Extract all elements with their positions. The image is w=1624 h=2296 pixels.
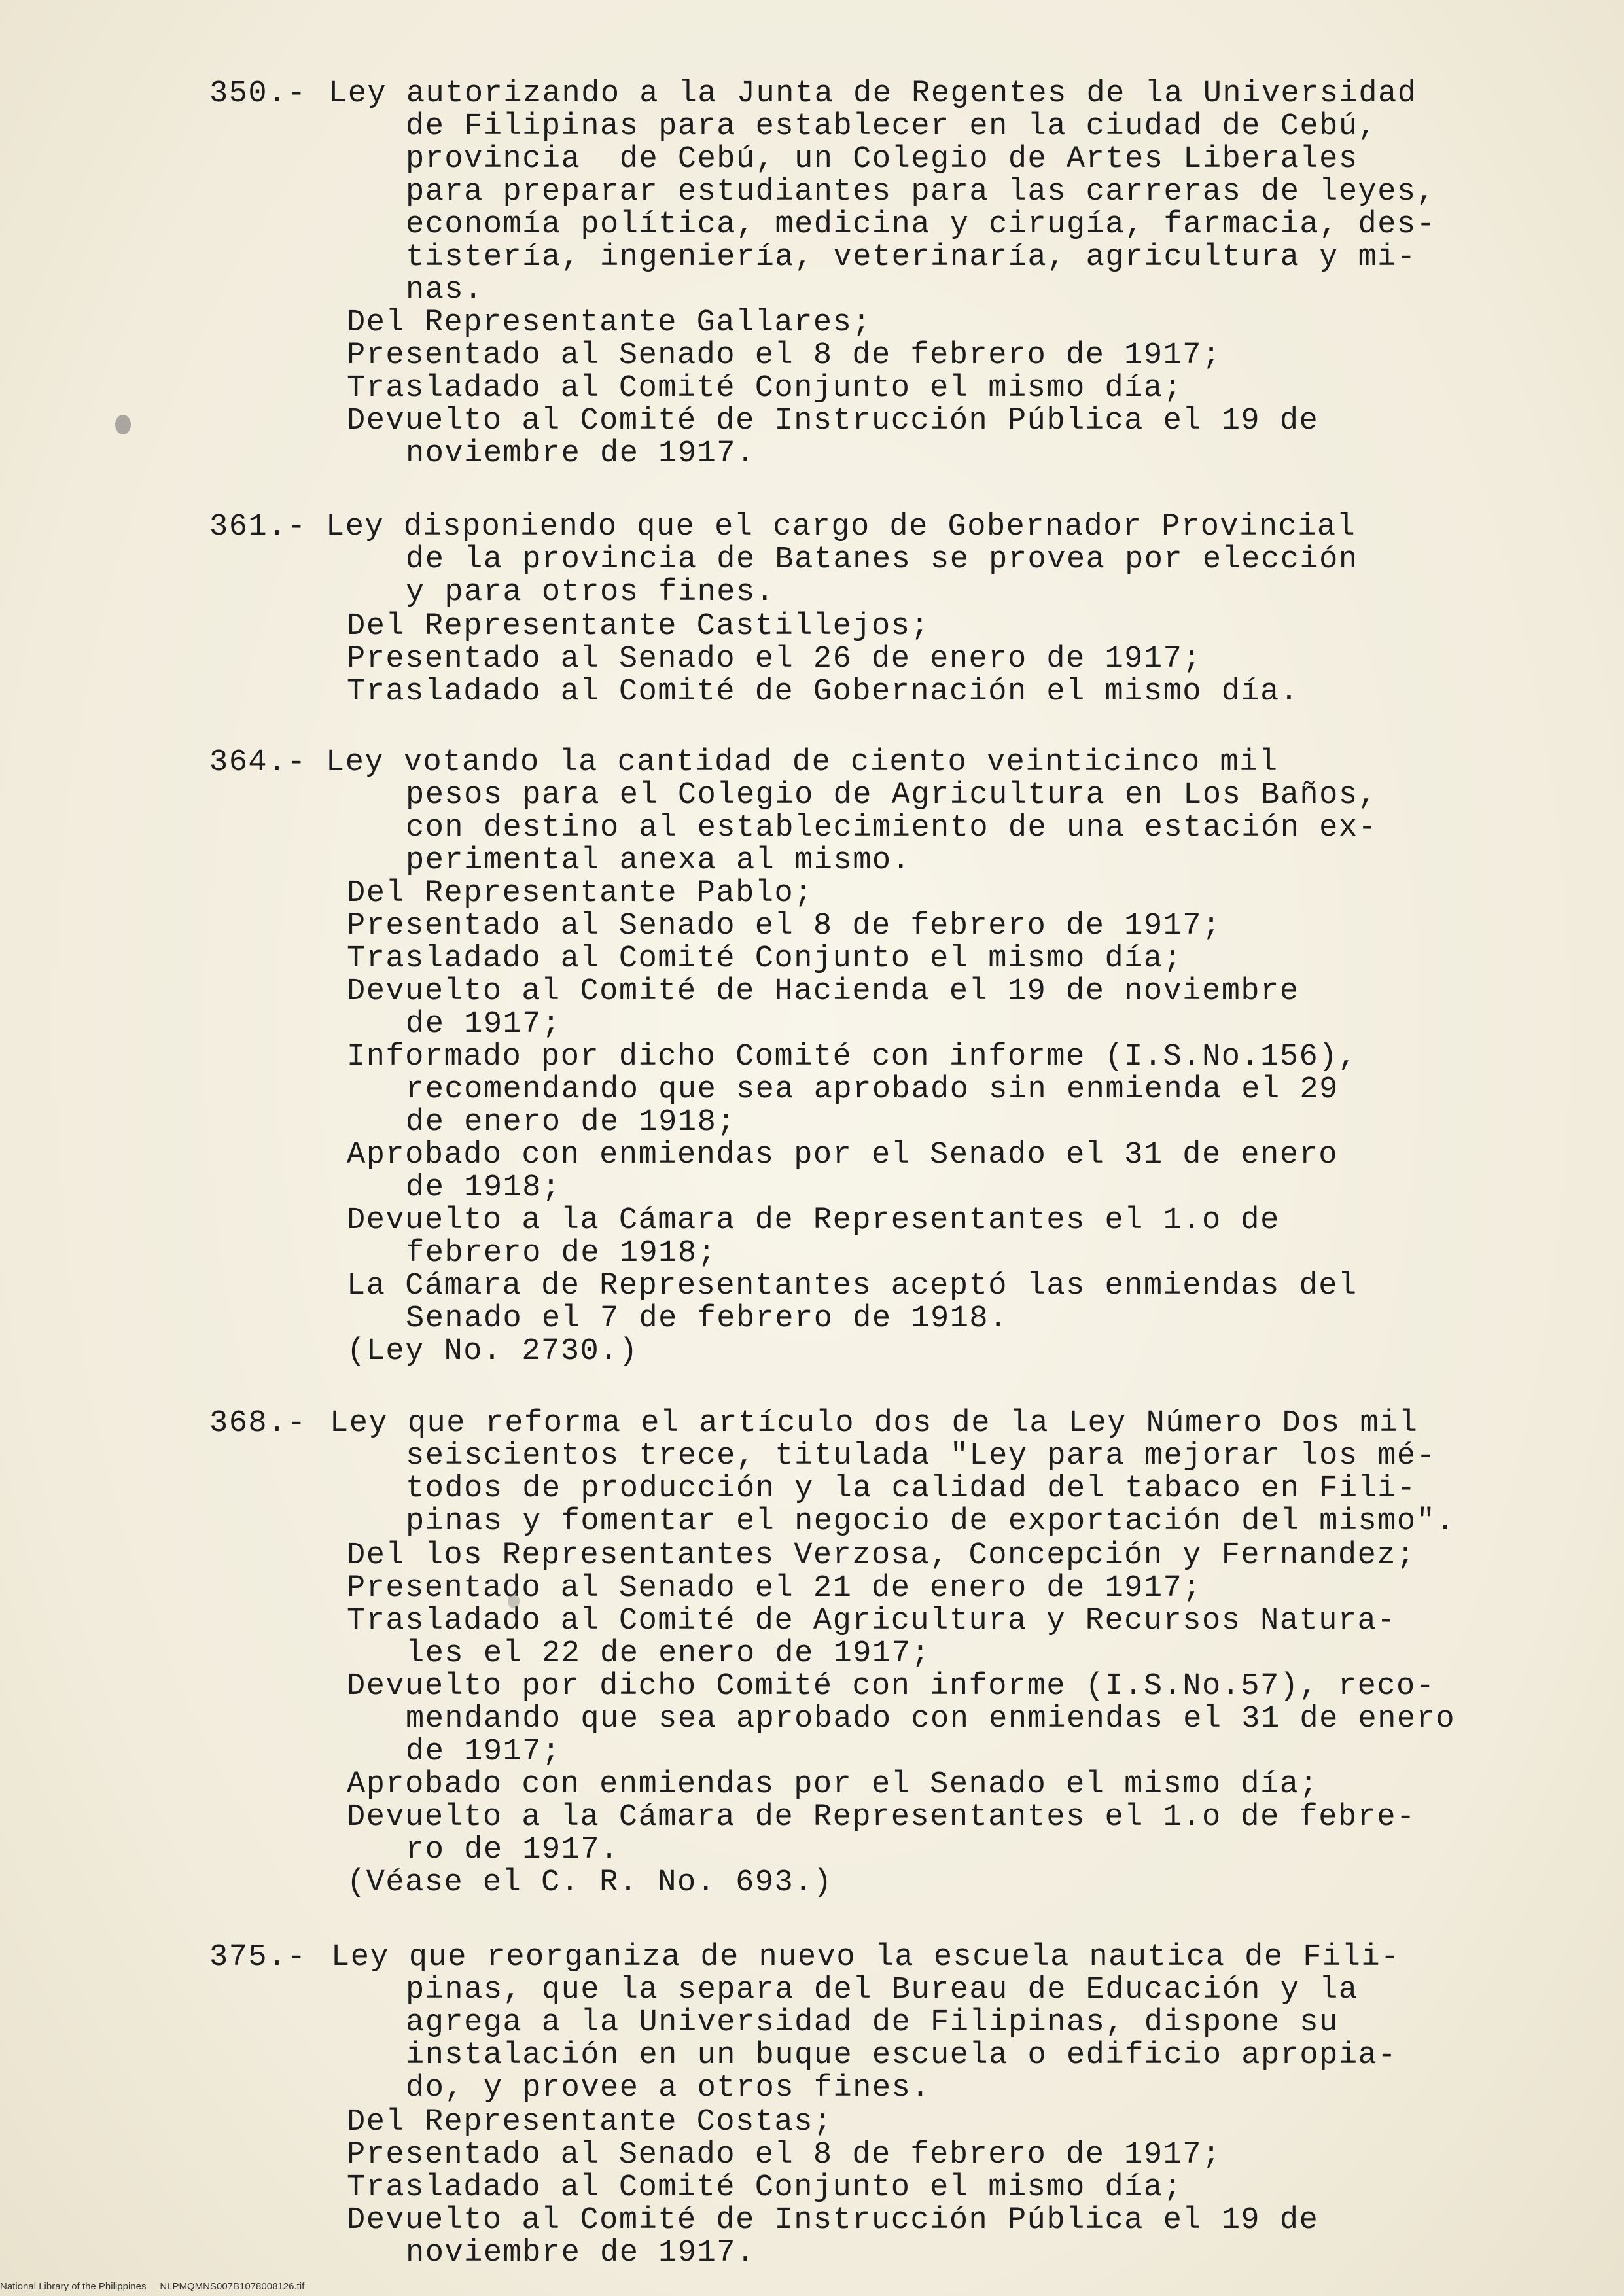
entry-title-line: do, y provee a otros fines. <box>406 2071 931 2106</box>
record-line: (Véase el C. R. No. 693.) <box>347 1865 833 1900</box>
record-line: Del Representante Castillejos; <box>347 609 930 644</box>
entry-title-line: instalación en un buque escuela o edificio apropia- <box>406 2038 1397 2073</box>
record-line: Senado el 7 de febrero de 1918. <box>406 1301 1008 1336</box>
entry-number: 361.- <box>209 510 307 544</box>
record-line: les el 22 de enero de 1917; <box>406 1636 931 1671</box>
record-line: febrero de 1918; <box>406 1236 717 1271</box>
record-line: Informado por dicho Comité con informe (I.S.No.156), <box>347 1040 1358 1074</box>
record-line: de 1918; <box>406 1171 561 1205</box>
entry-title-line: Ley votando la cantidad de ciento veinticinco mil <box>326 745 1279 780</box>
entry-title-line: de Filipinas para establecer en la ciudad de Cebú, <box>406 109 1378 144</box>
entry-title-line: pesos para el Colegio de Agricultura en Los Baños, <box>406 778 1378 813</box>
record-line: Presentado al Senado el 21 de enero de 1917; <box>347 1571 1203 1606</box>
record-line: recomendando que sea aprobado sin enmienda el 29 <box>406 1072 1339 1107</box>
entry-title-line: nas. <box>406 273 484 308</box>
record-line: Devuelto al Comité de Instrucción Pública el 19 de <box>347 2203 1319 2238</box>
record-line: Del los Representantes Verzosa, Concepción y Fernandez; <box>347 1538 1416 1573</box>
record-line: Aprobado con enmiendas por el Senado el 31 de enero <box>347 1138 1338 1173</box>
entry-title-line: provincia de Cebú, un Colegio de Artes Liberales <box>406 142 1358 177</box>
entry-title-line: agrega a la Universidad de Filipinas, dispone su <box>406 2005 1339 2040</box>
footer-source: National Library of the Philippines <box>0 2281 147 2292</box>
record-line: Trasladado al Comité de Agricultura y Recursos Natura- <box>347 1604 1397 1638</box>
entry-title-line: con destino al establecimiento de una estación ex- <box>406 811 1378 845</box>
scan-footer <box>0 2281 304 2292</box>
entry-number: 368.- <box>209 1406 307 1441</box>
record-line: de enero de 1918; <box>406 1105 736 1140</box>
record-line: Presentado al Senado el 26 de enero de 1917; <box>347 642 1203 677</box>
record-line: Trasladado al Comité de Gobernación el mismo día. <box>347 675 1299 709</box>
record-line: Del Representante Gallares; <box>347 306 872 340</box>
record-line: Del Representante Pablo; <box>347 876 813 911</box>
entry-title-line: economía política, medicina y cirugía, farmacia, des- <box>406 207 1436 242</box>
record-line: Trasladado al Comité Conjunto el mismo día; <box>347 942 1183 976</box>
entry-title-line: para preparar estudiantes para las carreras de leyes, <box>406 175 1436 209</box>
entry-title-line: pinas, que la separa del Bureau de Educación y la <box>406 1973 1358 2007</box>
ink-blot <box>508 1594 520 1608</box>
record-line: Devuelto por dicho Comité con informe (I.S.No.57), reco- <box>347 1669 1436 1704</box>
entry-title-line: Ley que reforma el artículo dos de la Ley Número Dos mil <box>330 1406 1419 1441</box>
entry-title-line: perimental anexa al mismo. <box>406 843 911 878</box>
entry-title-line: tistería, ingeniería, veterinaría, agricultura y mi- <box>406 240 1417 275</box>
entry-number: 350.- <box>209 77 307 111</box>
footer-file: NLPMQMNS007B1078008126.tif <box>160 2281 305 2292</box>
record-line: de 1917; <box>406 1735 561 1769</box>
entry-title-line: seiscientos trece, titulada "Ley para mejorar los mé- <box>406 1439 1436 1474</box>
record-line: de 1917; <box>406 1007 561 1042</box>
entry-title-line: todos de producción y la calidad del tabaco en Fili- <box>406 1472 1417 1506</box>
record-line: Devuelto a la Cámara de Representantes el 1.o de febre- <box>347 1800 1416 1835</box>
record-line: Trasladado al Comité Conjunto el mismo día; <box>347 371 1183 406</box>
entry-title-line: Ley disponiendo que el cargo de Gobernador Provincial <box>326 510 1356 544</box>
record-line: Presentado al Senado el 8 de febrero de 1917; <box>347 2138 1222 2172</box>
record-line: Devuelto al Comité de Instrucción Pública el 19 de <box>347 404 1319 438</box>
entry-title-line: de la provincia de Batanes se provea por elección <box>406 542 1358 577</box>
record-line: Presentado al Senado el 8 de febrero de 1917; <box>347 338 1222 373</box>
record-line: Del Representante Costas; <box>347 2105 833 2140</box>
record-line: noviembre de 1917. <box>406 2236 756 2270</box>
record-line: mendando que sea aprobado con enmiendas el 31 de enero <box>406 1702 1456 1737</box>
record-line: Trasladado al Comité Conjunto el mismo día; <box>347 2170 1183 2205</box>
entry-number: 364.- <box>209 745 307 780</box>
record-line: La Cámara de Representantes aceptó las enmiendas del <box>347 1269 1358 1303</box>
record-line: ro de 1917. <box>406 1833 620 1867</box>
entry-title-line: pinas y fomentar el negocio de exportación del mismo". <box>406 1504 1456 1539</box>
record-line: Aprobado con enmiendas por el Senado el mismo día; <box>347 1767 1319 1802</box>
record-line: Devuelto al Comité de Hacienda el 19 de noviembre <box>347 974 1299 1009</box>
record-line: noviembre de 1917. <box>406 436 756 471</box>
entry-title-line: y para otros fines. <box>406 575 775 610</box>
record-line: Devuelto a la Cámara de Representantes el 1.o de <box>347 1203 1280 1238</box>
entry-title-line: Ley que reorganiza de nuevo la escuela nautica de Fili- <box>331 1940 1400 1975</box>
entry-number: 375.- <box>209 1940 307 1975</box>
record-line: Presentado al Senado el 8 de febrero de 1917; <box>347 909 1222 944</box>
entry-title-line: Ley autorizando a la Junta de Regentes de la Universidad <box>328 77 1417 111</box>
record-line: (Ley No. 2730.) <box>347 1334 639 1369</box>
ink-blot <box>115 415 131 434</box>
